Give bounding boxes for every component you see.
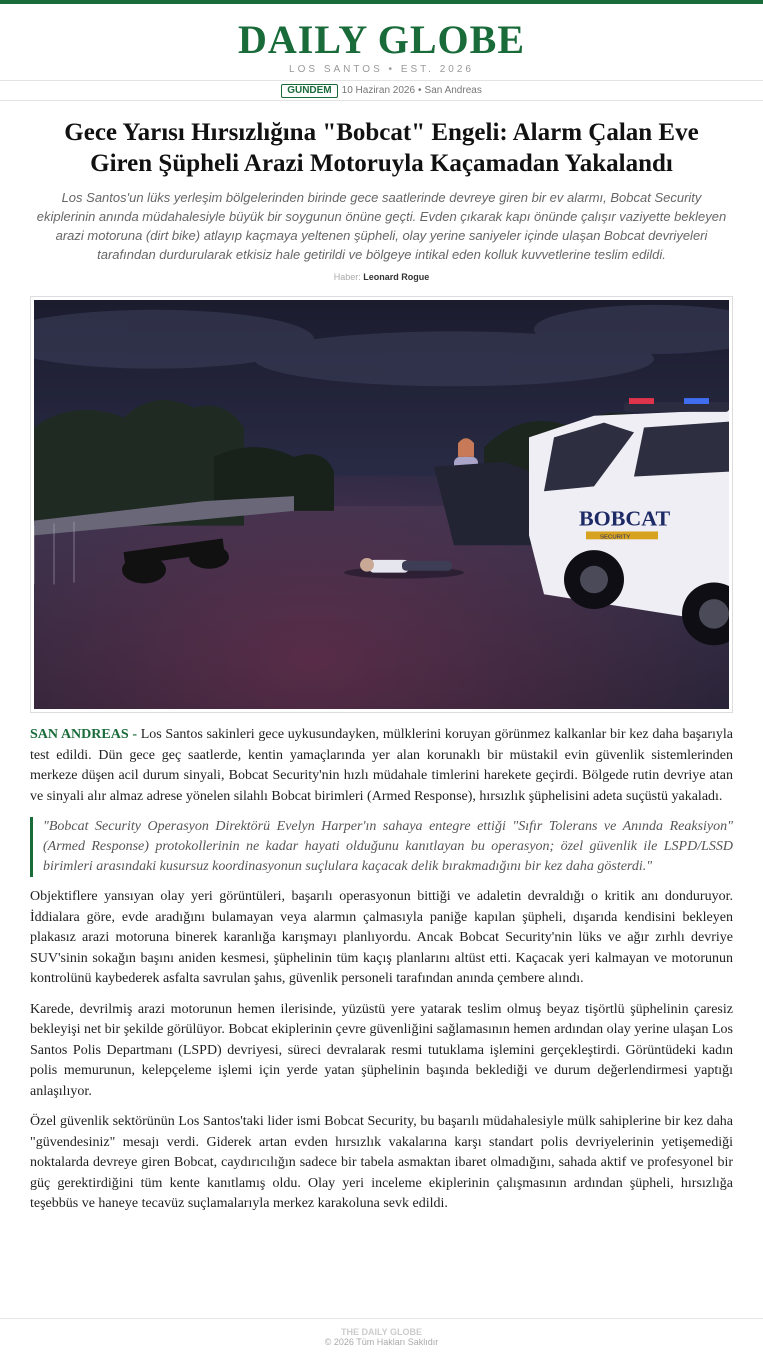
night-arrest-scene-image xyxy=(34,300,729,709)
newspaper-logo[interactable]: DAILY GLOBE xyxy=(237,17,525,62)
meta-separator: • xyxy=(418,85,422,96)
pull-quote: "Bobcat Security Operasyon Direktörü Evelyn Harper'ın sahaya entegre ettiği "Sıfır Tolerans ve Anında Reaksiyon" (Armed Response) protokollerinin ne kadar hayati olduğunu kanıtlayan bu operasyon; özel güvenlik ile LSPD/LSSD birimleri arasındaki kusursuz koordinasyonun suçlulara kaçacak delik bırakmadığını bir kez daha gösterdi." xyxy=(30,817,733,877)
article-photo xyxy=(30,296,733,713)
author-name[interactable]: Leonard Rogue xyxy=(363,272,430,282)
bobcat-decal-text: BOBCAT xyxy=(578,506,671,531)
byline xyxy=(0,272,763,282)
byline-label: Haber: xyxy=(333,272,361,282)
article-summary: Los Santos'un lüks yerleşim bölgelerinden birinde gece saatlerinde devreye giren bir ev alarmı, Bobcat Security ekiplerinin anında müdahalesiyle büyük bir soygunun önüne geçti. Evden çıkarak kapı önünde çalışır vaziyette bekleyen arazi motoruna (dirt bike) atlayıp kaçmaya yeltenen şüpheli, olay yerine saniyeler içinde ulaşan Bobcat devriyeleri tarafından durdurularak etkisiz hale getirildi ve bölgeye intikal eden kolluk kuvvetlerine teslim edildi. xyxy=(36,190,727,262)
dateline: SAN ANDREAS - xyxy=(30,727,137,742)
section-badge[interactable]: GÜNDEM xyxy=(281,84,337,98)
masthead-tagline: LOS SANTOS • EST. 2026 xyxy=(289,64,474,75)
article-location: San Andreas xyxy=(424,85,482,96)
article-paragraph-4: Özel güvenlik sektörünün Los Santos'taki lider ismi Bobcat Security, bu başarılı müdahalesiyle mülk sahiplerine bir kez daha "güvendesiniz" mesajı verdi. Giderek artan evden hırsızlık vakalarına karşı standart polis devriyelerinin yetişemediği noktalarda devreye giren Bobcat, caydırıcılığın sadece bir tabela asmaktan ibaret olmadığını, sahada aktif ve profesyonel bir güç gerektirdiğini tüm kente kanıtlamış oldu. Olay yeri inceleme ekiplerinin çalışmasının ardından şüpheli, hırsızlığa teşebbüs ve haneye tecavüz suçlamalarıyla merkez karakoluna sevk edildi. xyxy=(30,1114,733,1211)
page-footer xyxy=(0,1318,763,1348)
article-meta-row xyxy=(0,80,763,101)
masthead xyxy=(0,4,763,76)
footer-brand: THE DAILY GLOBE xyxy=(340,1327,422,1337)
footer-copyright: © 2026 Tüm Hakları Saklıdır xyxy=(324,1337,439,1347)
article-paragraph-1 xyxy=(30,725,733,807)
paragraph-1-text: Los Santos sakinleri gece uykusundayken, mülklerini koruyan görünmez kalkanlar bir kez daha başarıyla test edildi. Dün gece geç saatlerde, kentin yamaçlarında yer alan korunaklı bir müstakil evin güvenlik sistemlerinden merkeze düşen acil durum sinyali, Bobcat Security'nin hızlı müdahale timlerini harekete geçirdi. Bölgede rutin devriye atan ve sinyali alır almaz adrese yönelen silahlı Bobcat birimleri (Armed Response), hırsızlık şüphelisini adeta suçüstü yakaladı. xyxy=(30,727,734,804)
article-paragraph-3: Karede, devrilmiş arazi motorunun hemen ilerisinde, yüzüstü yere yatarak teslim olmuş beyaz tişörtlü şüphelinin çaresiz bekleyişi net bir şekilde görülüyor. Bobcat ekiplerinin çevre güvenliğini sağlamasının hemen ardından olay yerine ulaşan Los Santos Polis Departmanı (LSPD) devriyesi, süreci devralarak resmi tutuklama işlemini gerçekleştirdi. Görüntüdeki kadın polis memurunun, kelepçeleme işlemi için yerde yatan şüphelinin başında beklediği ve durum değerlendirmesi yaptığı anlaşılıyor. xyxy=(30,1001,733,1099)
article-paragraph-2: Objektiflere yansıyan olay yeri görüntüleri, başarılı operasyonun bittiği ve adaletin devraldığı o kritik anı donduruyor. İddialara göre, evde aradığını bulamayan veya alarmın çalmasıyla paniğe kapılan şüpheli, dışarıda kendisini bekleyen plakasız arazi motoruna binerek karanlığa karışmayı planlıyordu. Ancak Bobcat Security'nin lüks ve ağır zırhlı devriye SUV'sinin sokağın başını aniden kesmesi, şüphelinin tüm kaçış planlarını altüst etti. Kaçacak yeri kalmayan ve motorunun kontrolünü kaybederek asfalta savrulan şahıs, güvenlik personeli tarafından anında çembere alındı. xyxy=(30,889,733,986)
security-decal-text: SECURITY xyxy=(600,534,631,541)
article-date: 10 Haziran 2026 xyxy=(341,85,416,96)
article-headline: Gece Yarısı Hırsızlığına "Bobcat" Engeli: Alarm Çalan Eve Giren Şüpheli Arazi Motoruyla Kaçamadan Yakalandı xyxy=(64,119,699,177)
